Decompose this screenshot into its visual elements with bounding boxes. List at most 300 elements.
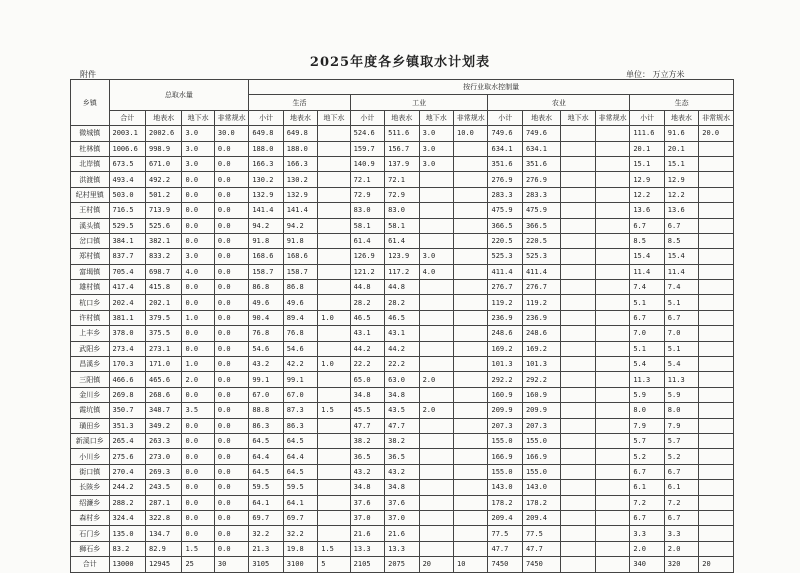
value-cell: 20 [419, 557, 453, 572]
value-cell: 64.4 [283, 449, 317, 464]
value-cell: 8.5 [664, 233, 698, 248]
value-cell: 0.0 [214, 480, 248, 495]
value-cell: 0.0 [214, 187, 248, 202]
value-cell: 0.0 [182, 480, 214, 495]
table-row [71, 326, 734, 341]
value-cell: 86.3 [283, 418, 317, 433]
value-cell: 47.7 [385, 418, 419, 433]
value-cell [595, 480, 629, 495]
col-header: 地表水 [145, 110, 181, 125]
value-cell: 58.1 [385, 218, 419, 233]
value-cell [454, 341, 488, 356]
value-cell: 160.9 [522, 387, 561, 402]
value-cell: 3.0 [419, 141, 453, 156]
value-cell: 0.0 [214, 156, 248, 171]
value-cell: 77.5 [522, 526, 561, 541]
value-cell: 525.6 [145, 218, 181, 233]
value-cell: 28.2 [350, 295, 384, 310]
value-cell [454, 264, 488, 279]
value-cell: 649.8 [249, 126, 283, 141]
value-cell: 72.1 [385, 172, 419, 187]
col-header: 非常规水 [214, 110, 248, 125]
value-cell: 86.3 [249, 418, 283, 433]
value-cell: 94.2 [283, 218, 317, 233]
value-cell [318, 433, 350, 448]
value-cell [699, 233, 734, 248]
value-cell: 0.0 [214, 203, 248, 218]
value-cell: 37.0 [385, 510, 419, 525]
value-cell [595, 295, 629, 310]
value-cell [561, 387, 595, 402]
col-header: 地表水 [385, 110, 419, 125]
value-cell: 350.7 [109, 403, 145, 418]
value-cell: 0.0 [214, 449, 248, 464]
value-cell: 2075 [385, 557, 419, 572]
value-cell: 22.2 [350, 357, 384, 372]
value-cell: 411.4 [522, 264, 561, 279]
value-cell: 166.3 [283, 156, 317, 171]
value-cell: 0.0 [214, 172, 248, 187]
value-cell: 351.3 [109, 418, 145, 433]
value-cell: 119.2 [488, 295, 522, 310]
value-cell [454, 357, 488, 372]
value-cell: 13.6 [664, 203, 698, 218]
value-cell: 63.0 [385, 372, 419, 387]
value-cell [595, 126, 629, 141]
value-cell: 37.0 [350, 510, 384, 525]
value-cell: 273.1 [145, 341, 181, 356]
value-cell: 417.4 [109, 280, 145, 295]
value-cell [454, 218, 488, 233]
value-cell: 0.0 [214, 341, 248, 356]
value-cell: 155.0 [522, 433, 561, 448]
value-cell: 11.3 [664, 372, 698, 387]
value-cell: 0.0 [182, 433, 214, 448]
value-cell [561, 141, 595, 156]
value-cell: 11.4 [664, 264, 698, 279]
value-cell [595, 218, 629, 233]
value-cell [318, 203, 350, 218]
value-cell: 72.1 [350, 172, 384, 187]
value-cell: 0.0 [214, 357, 248, 372]
value-cell [419, 280, 453, 295]
value-cell [561, 510, 595, 525]
town-cell: 武阳乡 [71, 341, 110, 356]
value-cell: 243.5 [145, 480, 181, 495]
value-cell [419, 326, 453, 341]
value-cell: 287.1 [145, 495, 181, 510]
value-cell: 10 [454, 557, 488, 572]
value-cell [561, 449, 595, 464]
value-cell: 69.7 [283, 510, 317, 525]
table-row [71, 280, 734, 295]
value-cell: 1.5 [318, 541, 350, 556]
value-cell: 366.5 [522, 218, 561, 233]
value-cell: 5.7 [664, 433, 698, 448]
value-cell: 11.3 [630, 372, 664, 387]
value-cell: 6.7 [630, 510, 664, 525]
value-cell: 34.8 [385, 387, 419, 402]
value-cell [561, 433, 595, 448]
value-cell: 15.4 [630, 249, 664, 264]
value-cell [595, 495, 629, 510]
value-cell: 0.0 [182, 495, 214, 510]
value-cell: 87.3 [283, 403, 317, 418]
value-cell: 275.6 [109, 449, 145, 464]
value-cell: 76.8 [283, 326, 317, 341]
value-cell [595, 418, 629, 433]
town-cell: 纪村里镇 [71, 187, 110, 202]
table-row [71, 172, 734, 187]
value-cell: 270.4 [109, 464, 145, 479]
water-plan-table [70, 79, 734, 573]
value-cell [454, 480, 488, 495]
value-cell: 381.1 [109, 310, 145, 325]
value-cell: 705.4 [109, 264, 145, 279]
value-cell: 0.0 [214, 141, 248, 156]
value-cell: 47.7 [350, 418, 384, 433]
table-row [71, 433, 734, 448]
value-cell [419, 510, 453, 525]
value-cell [454, 403, 488, 418]
value-cell [595, 357, 629, 372]
table-body [71, 126, 734, 572]
value-cell [454, 203, 488, 218]
value-cell: 15.1 [664, 156, 698, 171]
value-cell: 209.4 [488, 510, 522, 525]
value-cell: 2002.6 [145, 126, 181, 141]
value-cell [699, 249, 734, 264]
value-cell: 36.5 [350, 449, 384, 464]
town-cell: 杭口乡 [71, 295, 110, 310]
value-cell: 121.2 [350, 264, 384, 279]
value-cell [561, 480, 595, 495]
value-cell: 126.9 [350, 249, 384, 264]
value-cell: 2.0 [664, 541, 698, 556]
value-cell [595, 403, 629, 418]
value-cell: 61.4 [385, 233, 419, 248]
value-cell: 2003.1 [109, 126, 145, 141]
table-row [71, 418, 734, 433]
value-cell: 37.6 [350, 495, 384, 510]
table-row [71, 218, 734, 233]
value-cell: 5.9 [664, 387, 698, 402]
value-cell: 292.2 [488, 372, 522, 387]
value-cell [454, 280, 488, 295]
value-cell: 0.0 [214, 295, 248, 310]
value-cell: 156.7 [385, 141, 419, 156]
town-cell: 绍濂乡 [71, 495, 110, 510]
value-cell: 7.4 [630, 280, 664, 295]
value-cell: 47.7 [522, 541, 561, 556]
value-cell: 6.7 [630, 218, 664, 233]
value-cell: 158.7 [283, 264, 317, 279]
value-cell: 5.4 [664, 357, 698, 372]
value-cell: 273.4 [109, 341, 145, 356]
value-cell: 0.0 [182, 233, 214, 248]
town-cell: 森村乡 [71, 510, 110, 525]
value-cell: 4.0 [182, 264, 214, 279]
value-cell [699, 187, 734, 202]
value-cell: 46.5 [385, 310, 419, 325]
value-cell [454, 172, 488, 187]
table-row [71, 203, 734, 218]
value-cell: 117.2 [385, 264, 419, 279]
value-cell: 36.5 [385, 449, 419, 464]
value-cell: 37.6 [385, 495, 419, 510]
value-cell [454, 141, 488, 156]
header-total-group: 总取水量 [109, 80, 249, 111]
value-cell [561, 541, 595, 556]
town-cell: 长陔乡 [71, 480, 110, 495]
town-cell: 昌溪乡 [71, 357, 110, 372]
value-cell: 64.5 [249, 464, 283, 479]
value-cell: 0.0 [182, 172, 214, 187]
value-cell: 0.0 [182, 187, 214, 202]
value-cell: 3105 [249, 557, 283, 572]
value-cell: 7.4 [664, 280, 698, 295]
value-cell: 12945 [145, 557, 181, 572]
value-cell: 58.1 [350, 218, 384, 233]
value-cell [595, 156, 629, 171]
value-cell [318, 526, 350, 541]
value-cell: 493.4 [109, 172, 145, 187]
value-cell: 159.7 [350, 141, 384, 156]
value-cell: 10.0 [454, 126, 488, 141]
value-cell: 0.0 [182, 418, 214, 433]
value-cell: 6.7 [664, 218, 698, 233]
value-cell: 998.9 [145, 141, 181, 156]
value-cell [595, 557, 629, 572]
value-cell: 91.6 [664, 126, 698, 141]
value-cell [561, 495, 595, 510]
value-cell: 511.6 [385, 126, 419, 141]
value-cell: 634.1 [522, 141, 561, 156]
table-row [71, 387, 734, 402]
value-cell [419, 387, 453, 402]
value-cell: 524.6 [350, 126, 384, 141]
value-cell: 501.2 [145, 187, 181, 202]
annex-label: 附件 [80, 70, 96, 79]
value-cell: 13.3 [350, 541, 384, 556]
value-cell: 140.9 [350, 156, 384, 171]
value-cell [454, 249, 488, 264]
value-cell: 5 [318, 557, 350, 572]
value-cell [595, 172, 629, 187]
value-cell: 529.5 [109, 218, 145, 233]
value-cell [699, 495, 734, 510]
value-cell: 19.8 [283, 541, 317, 556]
town-cell: 狮石乡 [71, 541, 110, 556]
value-cell [419, 203, 453, 218]
header-town: 乡镇 [71, 80, 110, 126]
value-cell: 209.9 [488, 403, 522, 418]
col-header: 小计 [488, 110, 522, 125]
value-cell [454, 387, 488, 402]
value-cell [454, 156, 488, 171]
value-cell: 34.8 [350, 387, 384, 402]
value-cell [318, 418, 350, 433]
value-cell: 43.2 [350, 464, 384, 479]
town-cell: 富堨镇 [71, 264, 110, 279]
value-cell: 21.6 [385, 526, 419, 541]
value-cell: 248.6 [488, 326, 522, 341]
value-cell: 44.2 [385, 341, 419, 356]
value-cell: 236.9 [488, 310, 522, 325]
value-cell [454, 433, 488, 448]
value-cell: 292.2 [522, 372, 561, 387]
value-cell [454, 187, 488, 202]
value-cell [419, 418, 453, 433]
value-cell: 1006.6 [109, 141, 145, 156]
value-cell: 749.6 [522, 126, 561, 141]
value-cell [699, 541, 734, 556]
value-cell: 634.1 [488, 141, 522, 156]
value-cell [318, 341, 350, 356]
value-cell [699, 387, 734, 402]
value-cell: 12.2 [630, 187, 664, 202]
value-cell [699, 418, 734, 433]
value-cell: 43.2 [249, 357, 283, 372]
value-cell: 137.9 [385, 156, 419, 171]
value-cell: 0.0 [214, 264, 248, 279]
value-cell [561, 156, 595, 171]
value-cell [561, 403, 595, 418]
value-cell: 2.0 [419, 403, 453, 418]
value-cell: 20.1 [664, 141, 698, 156]
town-cell: 北岸镇 [71, 156, 110, 171]
value-cell: 475.9 [522, 203, 561, 218]
value-cell: 123.9 [385, 249, 419, 264]
value-cell [318, 264, 350, 279]
value-cell: 168.6 [249, 249, 283, 264]
table-row [71, 495, 734, 510]
value-cell: 0.0 [182, 387, 214, 402]
value-cell: 15.4 [664, 249, 698, 264]
value-cell: 288.2 [109, 495, 145, 510]
value-cell [699, 372, 734, 387]
value-cell: 382.1 [145, 233, 181, 248]
value-cell: 171.0 [145, 357, 181, 372]
table-row [71, 541, 734, 556]
value-cell [318, 249, 350, 264]
value-cell: 7.0 [664, 326, 698, 341]
value-cell [419, 310, 453, 325]
value-cell: 6.1 [630, 480, 664, 495]
value-cell: 0.0 [182, 510, 214, 525]
value-cell: 0.0 [214, 372, 248, 387]
value-cell: 5.7 [630, 433, 664, 448]
value-cell: 244.2 [109, 480, 145, 495]
value-cell: 0.0 [214, 387, 248, 402]
table-row [71, 126, 734, 141]
value-cell: 130.2 [283, 172, 317, 187]
value-cell: 6.7 [664, 464, 698, 479]
value-cell [595, 464, 629, 479]
value-cell: 378.0 [109, 326, 145, 341]
value-cell [595, 526, 629, 541]
value-cell: 64.5 [283, 464, 317, 479]
value-cell: 6.7 [664, 310, 698, 325]
value-cell [419, 541, 453, 556]
col-header: 合计 [109, 110, 145, 125]
value-cell: 0.0 [214, 418, 248, 433]
col-header: 地下水 [182, 110, 214, 125]
table-row [71, 449, 734, 464]
value-cell: 649.8 [283, 126, 317, 141]
value-cell: 366.5 [488, 218, 522, 233]
value-cell [454, 233, 488, 248]
value-cell: 15.1 [630, 156, 664, 171]
value-cell: 54.6 [249, 341, 283, 356]
value-cell [699, 264, 734, 279]
value-cell: 475.9 [488, 203, 522, 218]
value-cell [561, 464, 595, 479]
value-cell: 6.7 [664, 510, 698, 525]
value-cell [561, 233, 595, 248]
value-cell: 276.9 [488, 172, 522, 187]
value-cell [561, 280, 595, 295]
town-cell: 微城镇 [71, 126, 110, 141]
value-cell: 5.1 [664, 295, 698, 310]
value-cell: 49.6 [249, 295, 283, 310]
value-cell: 44.8 [350, 280, 384, 295]
value-cell [595, 310, 629, 325]
value-cell [318, 480, 350, 495]
town-cell: 石门乡 [71, 526, 110, 541]
value-cell: 322.8 [145, 510, 181, 525]
value-cell [699, 464, 734, 479]
value-cell: 1.5 [182, 541, 214, 556]
value-cell [561, 249, 595, 264]
value-cell: 349.2 [145, 418, 181, 433]
total-row [71, 557, 734, 572]
value-cell: 178.2 [522, 495, 561, 510]
value-cell: 3.0 [419, 126, 453, 141]
col-header: 小计 [249, 110, 283, 125]
value-cell: 0.0 [182, 326, 214, 341]
value-cell: 7450 [522, 557, 561, 572]
value-cell: 202.1 [145, 295, 181, 310]
value-cell: 0.0 [214, 249, 248, 264]
value-cell: 7.9 [630, 418, 664, 433]
value-cell: 269.3 [145, 464, 181, 479]
value-cell: 169.2 [488, 341, 522, 356]
col-header: 地下水 [318, 110, 350, 125]
value-cell: 88.8 [249, 403, 283, 418]
value-cell: 6.7 [630, 464, 664, 479]
value-cell: 0.0 [182, 341, 214, 356]
col-header: 地表水 [283, 110, 317, 125]
value-cell: 30.0 [214, 126, 248, 141]
value-cell: 269.8 [109, 387, 145, 402]
value-cell [561, 357, 595, 372]
value-cell: 2.0 [182, 372, 214, 387]
value-cell [318, 510, 350, 525]
town-cell: 街口镇 [71, 464, 110, 479]
value-cell: 5.2 [664, 449, 698, 464]
value-cell: 59.5 [249, 480, 283, 495]
value-cell: 90.4 [249, 310, 283, 325]
value-cell: 132.9 [249, 187, 283, 202]
value-cell: 188.0 [249, 141, 283, 156]
value-cell [454, 295, 488, 310]
value-cell: 72.9 [350, 187, 384, 202]
value-cell [699, 156, 734, 171]
value-cell: 351.6 [488, 156, 522, 171]
value-cell: 0.0 [214, 233, 248, 248]
value-cell: 5.1 [664, 341, 698, 356]
